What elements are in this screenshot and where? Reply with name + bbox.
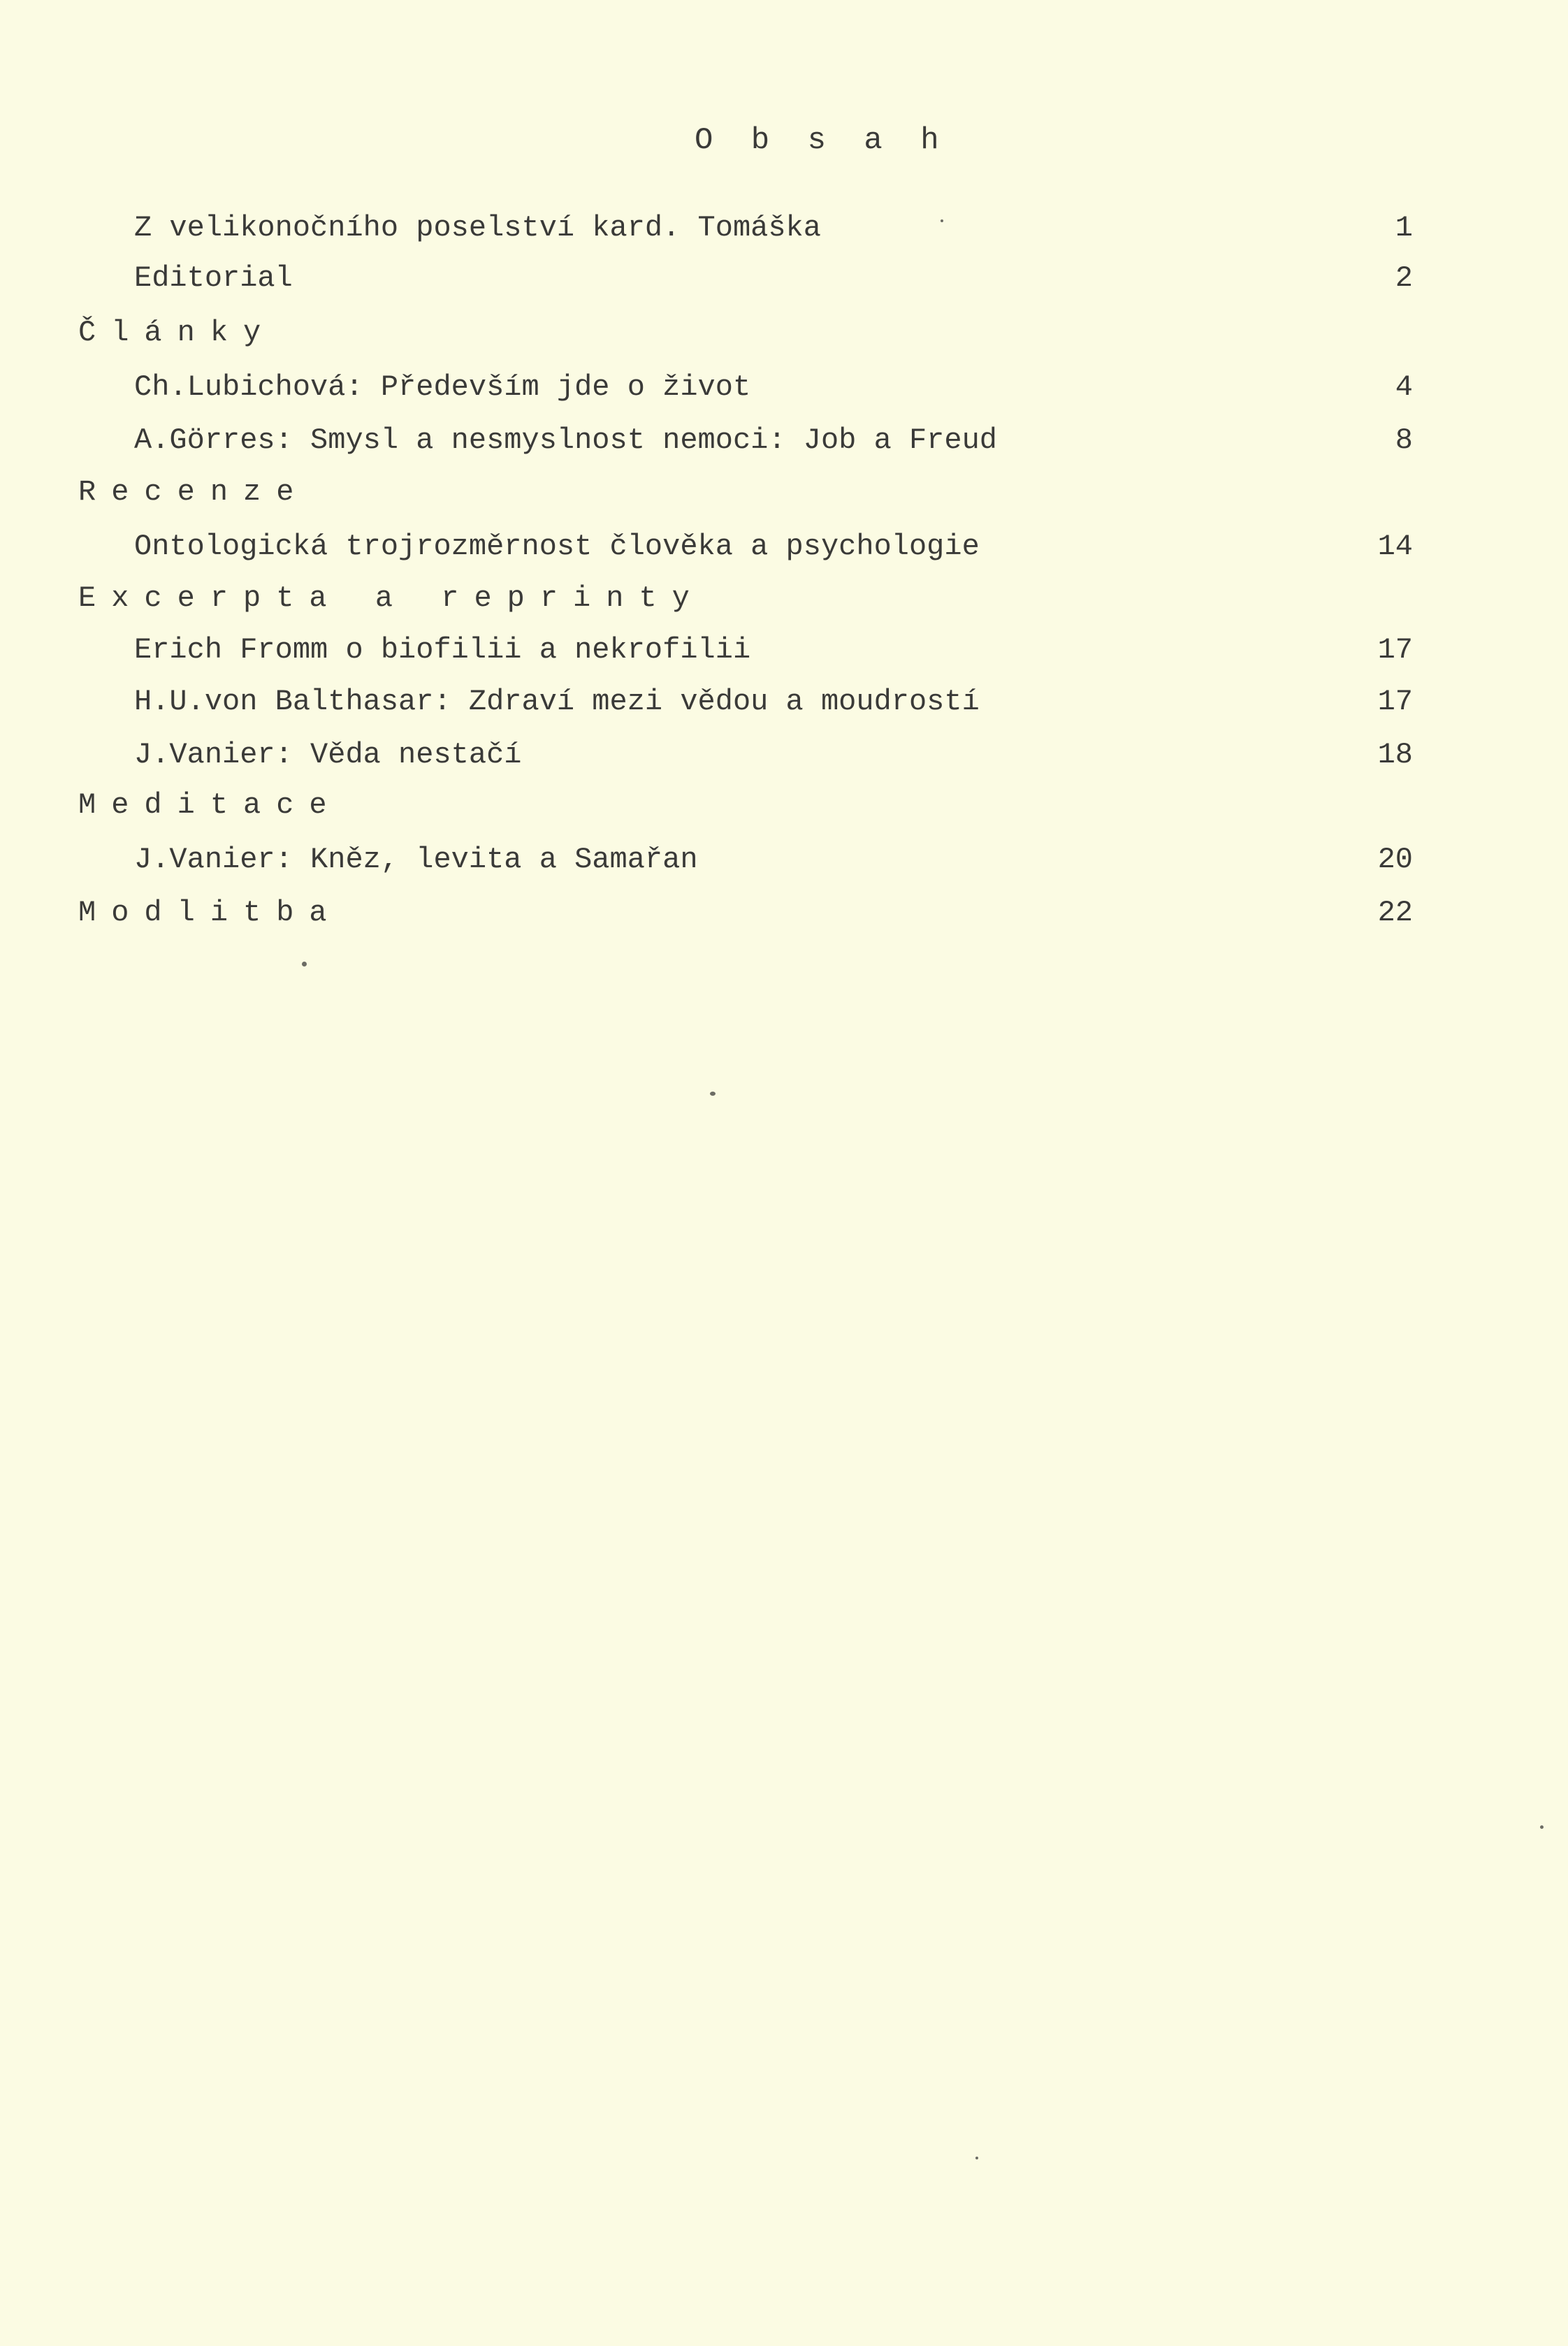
toc-page-number: 2	[1395, 261, 1413, 295]
toc-row	[0, 530, 1568, 572]
toc-row	[0, 633, 1568, 675]
toc-row	[0, 738, 1568, 780]
toc-section	[0, 316, 1568, 358]
paper-speck	[1540, 1825, 1544, 1829]
toc-page-number: 17	[1377, 633, 1413, 667]
toc-row	[0, 685, 1568, 727]
toc-entry-title: Z velikonočního poselství kard. Tomáška	[134, 211, 821, 245]
toc-page-number: 14	[1377, 530, 1413, 563]
toc-page-number: 22	[1377, 896, 1413, 929]
section-heading: Recenze	[78, 475, 310, 509]
section-heading: Články	[78, 316, 277, 349]
toc-entry-title: A.Görres: Smysl a nesmyslnost nemoci: Job a Freud	[134, 423, 998, 457]
toc-row	[0, 370, 1568, 412]
toc-entry-title: J.Vanier: Kněz, levita a Samařan	[134, 843, 698, 876]
toc-entry-title: H.U.von Balthasar: Zdraví mezi vědou a moudrostí	[134, 685, 980, 718]
toc-entry-title: Editorial	[134, 261, 293, 295]
paper-speck	[941, 219, 943, 222]
toc-section	[0, 581, 1568, 623]
paper-speck	[710, 1092, 716, 1096]
section-heading: Modlitba	[78, 896, 342, 929]
toc-entry-title: J.Vanier: Věda nestačí	[134, 738, 522, 772]
toc-row	[0, 211, 1568, 253]
toc-entry-title: Ontologická trojrozměrnost člověka a psychologie	[134, 530, 980, 563]
toc-page-number: 17	[1377, 685, 1413, 718]
toc-page-number: 1	[1395, 211, 1413, 245]
toc-section	[0, 896, 1568, 938]
toc-page-number: 4	[1395, 370, 1413, 404]
toc-page-number: 18	[1377, 738, 1413, 772]
toc-row	[0, 261, 1568, 303]
toc-page-number: 8	[1395, 423, 1413, 457]
toc-entry-title: Ch.Lubichová: Především jde o život	[134, 370, 751, 404]
toc-entry-title: Erich Fromm o biofilii a nekrofilii	[134, 633, 751, 667]
toc-title: O b s a h	[695, 123, 949, 158]
toc-page-number: 20	[1377, 843, 1413, 876]
section-heading: Excerpta a reprinty	[78, 581, 705, 615]
paper-speck	[302, 962, 307, 966]
toc-row	[0, 423, 1568, 465]
toc-row	[0, 843, 1568, 885]
section-heading: Meditace	[78, 788, 342, 822]
paper-speck	[975, 2157, 978, 2159]
toc-section	[0, 788, 1568, 830]
toc-section	[0, 475, 1568, 517]
